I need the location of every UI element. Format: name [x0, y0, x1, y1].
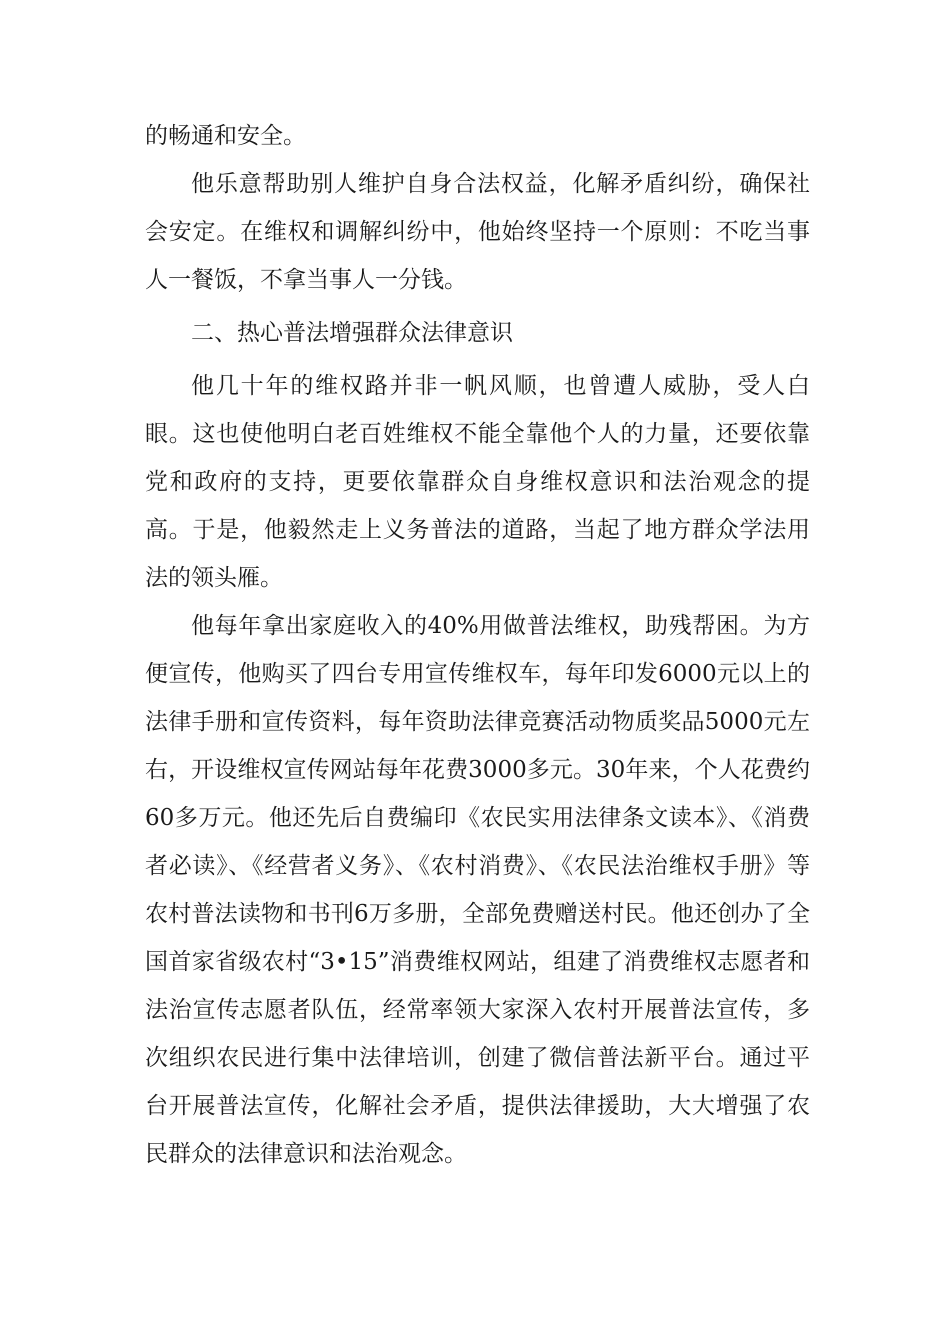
paragraph-continuation: 的畅通和安全。: [145, 123, 306, 149]
section-heading: 二、热心普法增强群众法律意识: [191, 320, 513, 346]
document-body: [145, 112, 810, 1178]
paragraph-contributions: 他每年拿出家庭收入的40%用做普法维权，助残帮困。为方便宣传，他购买了四台专用宣传维权车，每年印发6000元以上的法律手册和宣传资料，每年资助法律竞赛活动物质奖品5000元左右，开设维权宣传网站每年花费3000多元。30年来，个人花费约60多万元。他还先后自费编印《农民实用法律条文读本》、《消费者必读》、《经营者义务》、《农村消费》、《农民法治维权手册》等农村普法读物和书刊6万多册，全部免费赠送村民。他还创办了全国首家省级农村“3•15”消费维权网站，组建了消费维权志愿者和法治宣传志愿者队伍，经常率领大家深入农村开展普法宣传，多次组织农民进行集中法律培训，创建了微信普法新平台。通过平台开展普法宣传，化解社会矛盾，提供法律援助，大大增强了农民群众的法律意识和法治观念。: [145, 613, 810, 1167]
paragraph-mediation: 他乐意帮助别人维护自身合法权益，化解矛盾纠纷，确保社会安定。在维权和调解纠纷中，他始终坚持一个原则：不吃当事人一餐饭，不拿当事人一分钱。: [145, 171, 810, 293]
paragraph-legal-education: 他几十年的维权路并非一帆风顺，也曾遭人威胁，受人白眼。这也使他明白老百姓维权不能全靠他个人的力量，还要依靠党和政府的支持，更要依靠群众自身维权意识和法治观念的提高。于是，他毅然走上义务普法的道路，当起了地方群众学法用法的领头雁。: [145, 373, 810, 591]
